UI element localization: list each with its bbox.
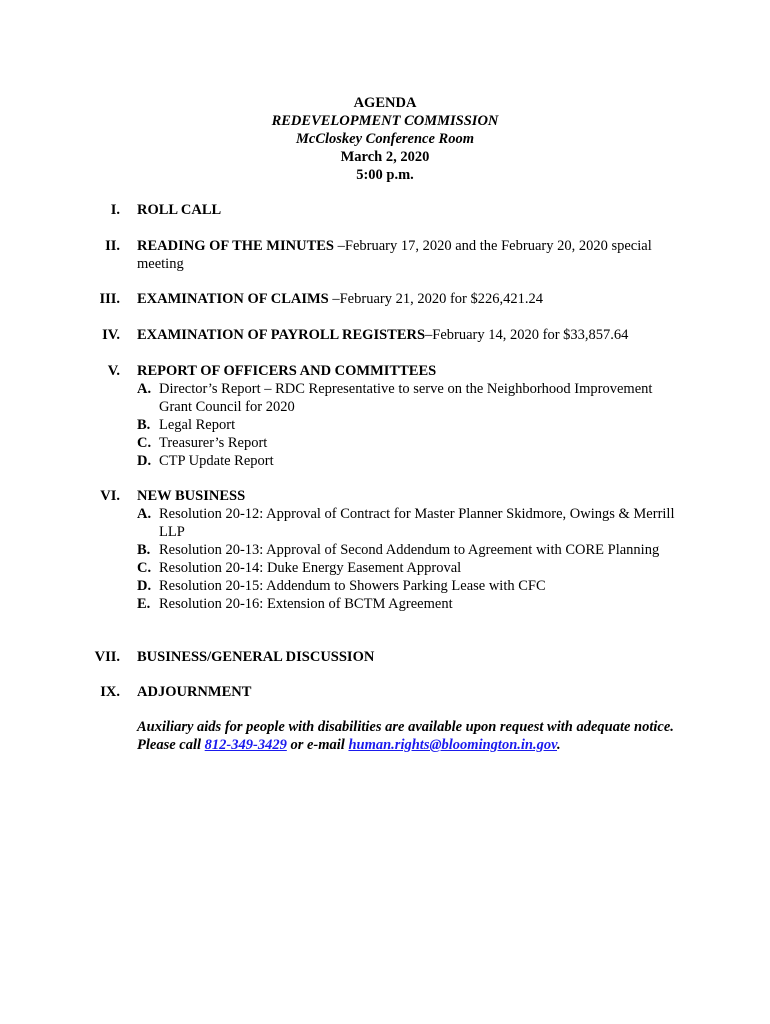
sub-item [137,577,677,595]
notice-text-or: or e-mail [286,737,349,753]
header-agenda: AGENDA [353,95,417,111]
sub-text: Director’s Report – RDC Representative to serve on the Neighborhood Improvement Grant Council for 2020 [159,381,653,415]
item-number: VII. [94,649,120,665]
sub-letter: D. [137,578,152,594]
sub-text: Resolution 20-12: Approval of Contract for Master Planner Skidmore, Owings & Merrill LLP [159,506,675,540]
item-title: EXAMINATION OF CLAIMS [137,291,329,307]
sub-text: Treasurer’s Report [159,435,268,451]
sub-text: CTP Update Report [159,453,274,469]
sub-text: Legal Report [159,417,236,433]
sub-text: Resolution 20-16: Extension of BCTM Agreement [159,596,453,612]
item-detail: –February 14, 2020 for $33,857.64 [425,327,629,343]
item-number: III. [99,291,120,307]
item-title: ADJOURNMENT [137,684,252,700]
notice-period: . [557,737,561,753]
sub-item [137,541,677,559]
agenda-header [0,94,770,184]
item-number: IV. [102,327,120,343]
item-number: I. [110,202,120,218]
sub-letter: B. [137,417,151,433]
item-detail: –February 21, 2020 for $226,421.24 [328,291,543,307]
sub-item [137,416,677,434]
item-number: V. [107,363,120,379]
sub-item [137,380,677,416]
header-time: 5:00 p.m. [356,167,414,183]
sub-letter: C. [137,435,152,451]
sub-item [137,452,677,470]
item-title: BUSINESS/GENERAL DISCUSSION [137,649,375,665]
sub-item [137,559,677,577]
sub-letter: A. [137,381,152,397]
sub-letter: A. [137,506,152,522]
item-title: EXAMINATION OF PAYROLL REGISTERS [137,327,426,343]
sub-item [137,505,677,541]
sub-text: Resolution 20-15: Addendum to Showers Parking Lease with CFC [159,578,546,594]
sub-text: Resolution 20-13: Approval of Second Addendum to Agreement with CORE Planning [159,542,660,558]
phone-link[interactable]: 812-349-3429 [204,737,287,753]
email-link[interactable]: human.rights@bloomington.in.gov [348,737,558,753]
item-title: REPORT OF OFFICERS AND COMMITTEES [137,363,437,379]
header-date: March 2, 2020 [340,149,430,165]
item-number: IX. [100,684,120,700]
header-room: McCloskey Conference Room [295,131,474,147]
item-title: NEW BUSINESS [137,488,246,504]
item-number: VI. [100,488,120,504]
item-detail: –February 17, 2020 and the February 20, 2020 special meeting [137,238,652,272]
item-number: II. [105,238,120,254]
sub-letter: B. [137,542,151,558]
sub-letter: C. [137,560,152,576]
header-commission: REDEVELOPMENT COMMISSION [271,113,499,129]
sub-letter: D. [137,453,152,469]
item-title: ROLL CALL [137,202,222,218]
sub-item [137,595,677,613]
notice-text: Auxiliary aids for people with disabilities are available upon request with adequate notice. Please call [137,719,674,753]
sub-letter: E. [137,596,151,612]
item-title: READING OF THE MINUTES [137,238,334,254]
accessibility-notice [137,718,677,754]
sub-text: Resolution 20-14: Duke Energy Easement Approval [159,560,462,576]
sub-item [137,434,677,452]
